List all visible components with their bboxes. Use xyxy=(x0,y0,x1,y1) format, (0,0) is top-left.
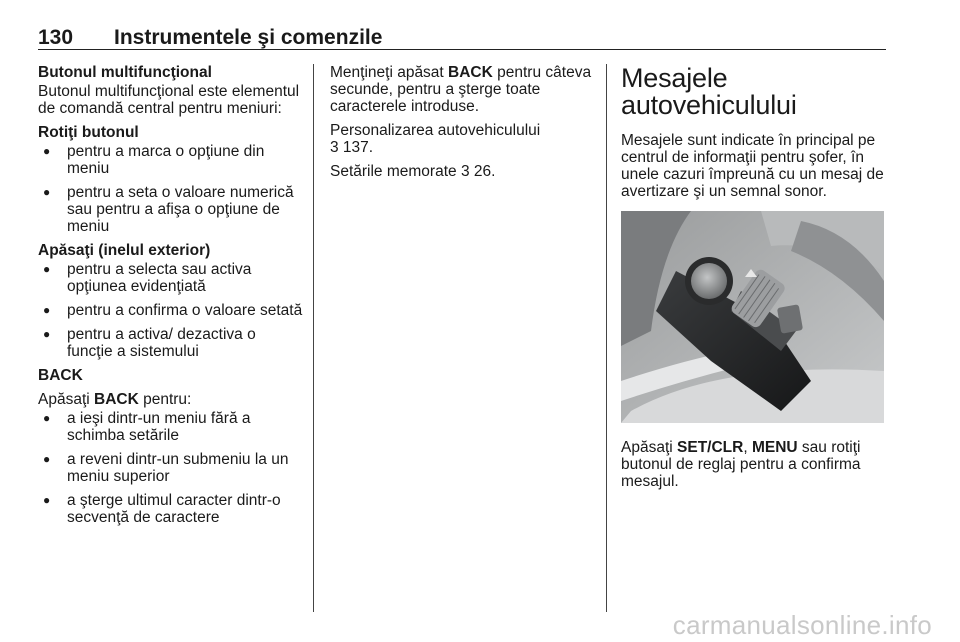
list-item xyxy=(38,451,303,485)
list-item xyxy=(38,492,303,526)
personalise-text: Personalizarea autovehiculului xyxy=(330,122,541,139)
list-item-text: pentru a selecta sau activa opţiunea evidenţiată xyxy=(67,261,252,295)
press-list xyxy=(38,261,303,360)
back-intro xyxy=(38,391,303,408)
column-left xyxy=(38,64,303,533)
personalise-paragraph xyxy=(330,122,595,156)
hold-post: pentru câteva secunde, pentru a şterge toate caracterele introduse. xyxy=(330,64,592,115)
personalise-ref: 3 137. xyxy=(330,139,374,156)
list-item xyxy=(38,184,303,235)
column-divider-1 xyxy=(313,64,314,612)
list-item xyxy=(38,410,303,444)
set-clr-label: SET/CLR xyxy=(677,439,744,456)
page-title: Instrumentele şi comenzile xyxy=(114,26,383,49)
bullet-icon: ● xyxy=(43,411,51,425)
page-number: 130 xyxy=(38,26,74,49)
column-right xyxy=(621,64,886,497)
bullet-icon: ● xyxy=(43,262,51,276)
column-middle xyxy=(330,64,595,187)
list-item-text: a şterge ultimul caracter dintr-o secvenţă de caractere xyxy=(67,492,281,526)
list-item-text: pentru a confirma o valoare setată xyxy=(67,302,303,319)
back-list xyxy=(38,410,303,526)
bullet-icon: ● xyxy=(43,144,51,158)
after-post: sau rotiţi butonul de reglaj pentru a confirma mesajul. xyxy=(621,439,861,490)
memory-paragraph: Setările memorate 3 26. xyxy=(330,163,496,180)
intro-paragraph: Butonul multifuncţional este elementul de comandă central pentru meniuri: xyxy=(38,83,300,117)
page-header xyxy=(38,22,886,52)
rotate-list xyxy=(38,143,303,235)
bullet-icon: ● xyxy=(43,303,51,317)
watermark: carmanualsonline.info xyxy=(672,610,932,640)
back-label: BACK xyxy=(38,367,83,384)
section-heading: Mesajele autovehiculului xyxy=(621,63,797,120)
bullet-icon: ● xyxy=(43,327,51,341)
messages-intro: Mesajele sunt indicate în principal pe centrul de informaţii pentru şofer, în unele cazuri împreună cu un mesaj de avertizare şi un semnal sonor. xyxy=(621,132,884,200)
list-item-text: a ieşi dintr-un meniu fără a schimba setările xyxy=(67,410,251,444)
list-item xyxy=(38,326,303,360)
bullet-icon: ● xyxy=(43,185,51,199)
list-item-text: pentru a seta o valoare numerică sau pentru a afişa o opţiune de meniu xyxy=(67,184,294,235)
press-label: Apăsaţi (inelul exterior) xyxy=(38,242,211,259)
list-item-text: pentru a marca o opţiune din meniu xyxy=(67,143,265,177)
list-item xyxy=(38,302,303,319)
rotate-label: Rotiţi butonul xyxy=(38,124,139,141)
bullet-icon: ● xyxy=(43,452,51,466)
hold-back-paragraph xyxy=(330,64,595,115)
confirm-paragraph xyxy=(621,439,886,490)
after-sep: , xyxy=(743,439,752,456)
back-intro-pre: Apăsaţi xyxy=(38,391,95,408)
bullet-icon: ● xyxy=(43,493,51,507)
list-item-text: a reveni dintr-un submeniu la un meniu superior xyxy=(67,451,289,485)
menu-label: MENU xyxy=(751,439,798,456)
after-pre: Apăsaţi xyxy=(621,439,678,456)
column-divider-2 xyxy=(606,64,607,612)
header-rule xyxy=(38,49,886,50)
list-item xyxy=(38,261,303,295)
back-intro-post: pentru: xyxy=(138,391,192,408)
steering-column-lever-photo xyxy=(621,211,884,423)
back-intro-bold: BACK xyxy=(94,391,139,408)
hold-bold: BACK xyxy=(448,64,493,81)
list-item xyxy=(38,143,303,177)
hold-pre: Menţineţi apăsat xyxy=(330,64,449,81)
section-title: Butonul multifuncţional xyxy=(38,64,212,81)
list-item-text: pentru a activa/ dezactiva o funcţie a sistemului xyxy=(67,326,256,360)
